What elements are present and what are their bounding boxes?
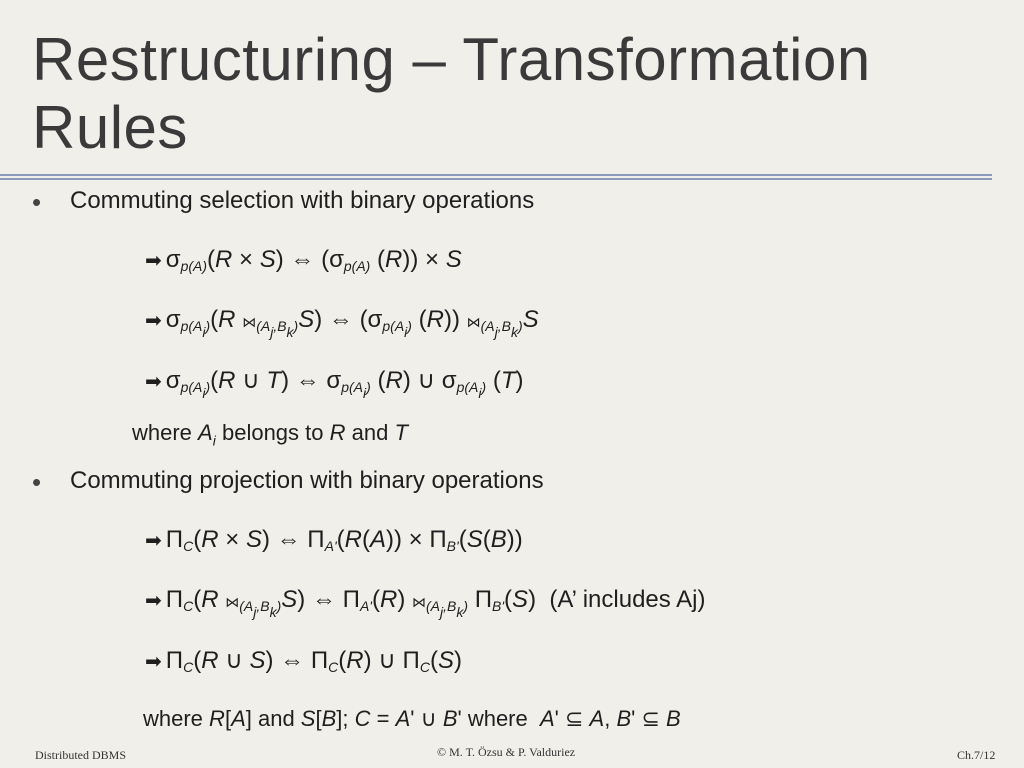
projection-note: where R[A] and S[B]; C = A' ∪ B' where A' ⊆ A, B' ⊆ B bbox=[143, 706, 681, 731]
slide-title: Restructuring – Transformation Rules bbox=[32, 26, 871, 161]
arrow-icon: ➡ bbox=[145, 530, 162, 552]
footer-copyright: © M. T. Özsu & P. Valduriez bbox=[437, 745, 576, 759]
rule-selection-union: ➡ $\sigma_{p(A_i)}(R$ ∪ T) ⇔ $\sigma_{p(A_i)}$ (R) ∪ $\sigma_{p(A_i)}$ (T) bbox=[145, 367, 524, 401]
footer-course: Distributed DBMS bbox=[35, 748, 127, 762]
footer-page-number: Ch.7/12 bbox=[957, 748, 996, 762]
rule-projection-cartesian: ➡ $\Pi_C(R \times S)$ ⇔ $\Pi_{A'}(R(A)) \times \Pi_{B'}(S(B))$ bbox=[145, 526, 523, 554]
bullet-icon: • bbox=[32, 187, 42, 217]
arrow-icon: ➡ bbox=[145, 371, 162, 393]
rule-selection-cartesian: ➡ $\sigma_{p(A)}(R \times S)$ ⇔ ($\sigma_{p(A)}$ (R)) × S bbox=[145, 246, 462, 274]
title-divider bbox=[0, 174, 992, 180]
arrow-icon: ➡ bbox=[145, 310, 162, 332]
rule-selection-join: ➡ $\sigma_{p(A_i)}(R$ $⋈_{(A_j,B_k)}S$) ⇔ ($\sigma_{p(A_i)}$ (R)) $⋈_{(A_j,B_k)}S$ bbox=[145, 306, 539, 340]
rule-projection-union: ➡ $\Pi_C(R$ ∪ S) ⇔ $\Pi_C(R)$ ∪ $\Pi_C(S)$ bbox=[145, 647, 463, 675]
bullet-icon: • bbox=[32, 467, 42, 497]
arrow-icon: ➡ bbox=[145, 590, 162, 612]
selection-note: where $A_i$ belongs to R and T bbox=[132, 420, 408, 449]
bullet-text-1: Commuting selection with binary operations bbox=[70, 187, 535, 214]
arrow-icon: ➡ bbox=[145, 651, 162, 673]
arrow-icon: ➡ bbox=[145, 250, 162, 272]
rule-projection-join: ➡ $\Pi_C(R$ $⋈_{(A_j,B_k)}S$) ⇔ $\Pi_{A'}(R)$ $⋈_{(A_j,B_k)}$ $\Pi_{B'}(S)$ (A’ includes Aj) bbox=[145, 586, 706, 620]
bullet-text-2: Commuting projection with binary operations bbox=[70, 467, 544, 494]
